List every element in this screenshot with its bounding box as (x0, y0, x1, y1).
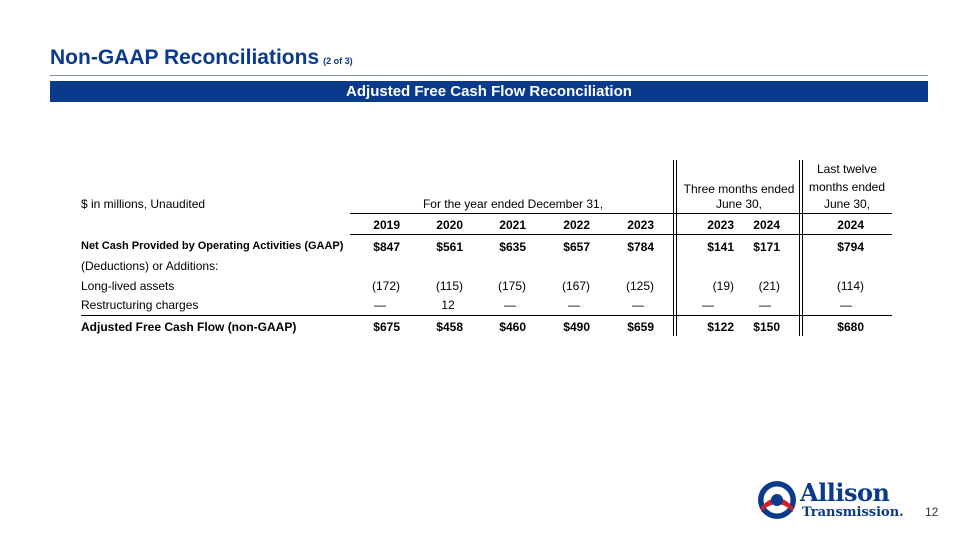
logo-wordmark-line2: Transmission. (802, 505, 904, 520)
group-header-year: For the year ended December 31, (422, 197, 604, 211)
table-cell: — (759, 298, 771, 312)
logo-wordmark-line1: Allison (800, 478, 890, 507)
row-label: Long-lived assets (81, 279, 175, 293)
page-title-text: Non-GAAP Reconciliations (50, 46, 320, 69)
table-cell: $490 (563, 320, 590, 334)
table-cell: $122 (707, 320, 734, 334)
table-cell: $675 (373, 320, 400, 334)
allison-logo (756, 478, 921, 522)
table-cell: $458 (436, 320, 463, 334)
row-label: Net Cash Provided by Operating Activities (GAAP) (81, 240, 344, 252)
table-cell: — (632, 298, 644, 312)
table-cell: $784 (627, 240, 654, 254)
unit-label: $ in millions, Unaudited (81, 197, 206, 211)
group-header-three-months-1: Three months ended (683, 182, 795, 196)
table-cell: (115) (435, 279, 463, 293)
table-cell: $680 (837, 320, 864, 334)
page-title-suffix: (2 of 3) (323, 56, 353, 66)
header-rule (350, 213, 892, 214)
column-header: 2023 (627, 218, 654, 232)
column-header: 2021 (499, 218, 526, 232)
table-cell: (21) (758, 279, 780, 293)
column-header: 2019 (373, 218, 400, 232)
total-rule (81, 315, 892, 316)
section-banner: Adjusted Free Cash Flow Reconciliation (50, 81, 928, 102)
table-cell: $561 (436, 240, 463, 254)
table-cell: (167) (561, 279, 590, 293)
table-cell: — (702, 298, 714, 312)
table-cell: — (568, 298, 580, 312)
column-header: 2024 (837, 218, 864, 232)
row-label: Adjusted Free Cash Flow (non-GAAP) (81, 320, 297, 334)
table-cell: $171 (753, 240, 780, 254)
column-header: 2023 (707, 218, 734, 232)
table-cell: — (840, 298, 852, 312)
table-cell: $847 (373, 240, 400, 254)
table-cell: $150 (753, 320, 780, 334)
table-cell: $141 (707, 240, 734, 254)
allison-emblem-icon (756, 479, 798, 521)
table-cell: — (374, 298, 386, 312)
column-header: 2024 (753, 218, 780, 232)
table-cell: (19) (712, 279, 734, 293)
title-divider (50, 75, 928, 76)
table-cell: (125) (625, 279, 654, 293)
table-cell: (114) (836, 279, 864, 293)
page-number: 12 (925, 505, 939, 519)
column-header: 2020 (436, 218, 463, 232)
table-cell: $460 (499, 320, 526, 334)
page-title (50, 46, 353, 70)
table-cell: (175) (497, 279, 526, 293)
table-cell: $635 (499, 240, 526, 254)
row-label: (Deductions) or Additions: (81, 259, 219, 273)
table-cell: $659 (627, 320, 654, 334)
row-label: Restructuring charges (81, 298, 199, 312)
header-rule (350, 234, 892, 235)
column-header: 2022 (563, 218, 590, 232)
table-cell: (172) (371, 279, 400, 293)
table-cell: — (504, 298, 516, 312)
group-header-ltm-2: months ended (808, 180, 886, 194)
group-header-ltm-3: June 30, (823, 197, 871, 211)
table-cell: 12 (441, 298, 455, 312)
table-cell: $794 (837, 240, 864, 254)
table-cell: $657 (563, 240, 590, 254)
group-header-three-months-2: June 30, (715, 197, 763, 211)
group-header-ltm-1: Last twelve (816, 162, 878, 176)
